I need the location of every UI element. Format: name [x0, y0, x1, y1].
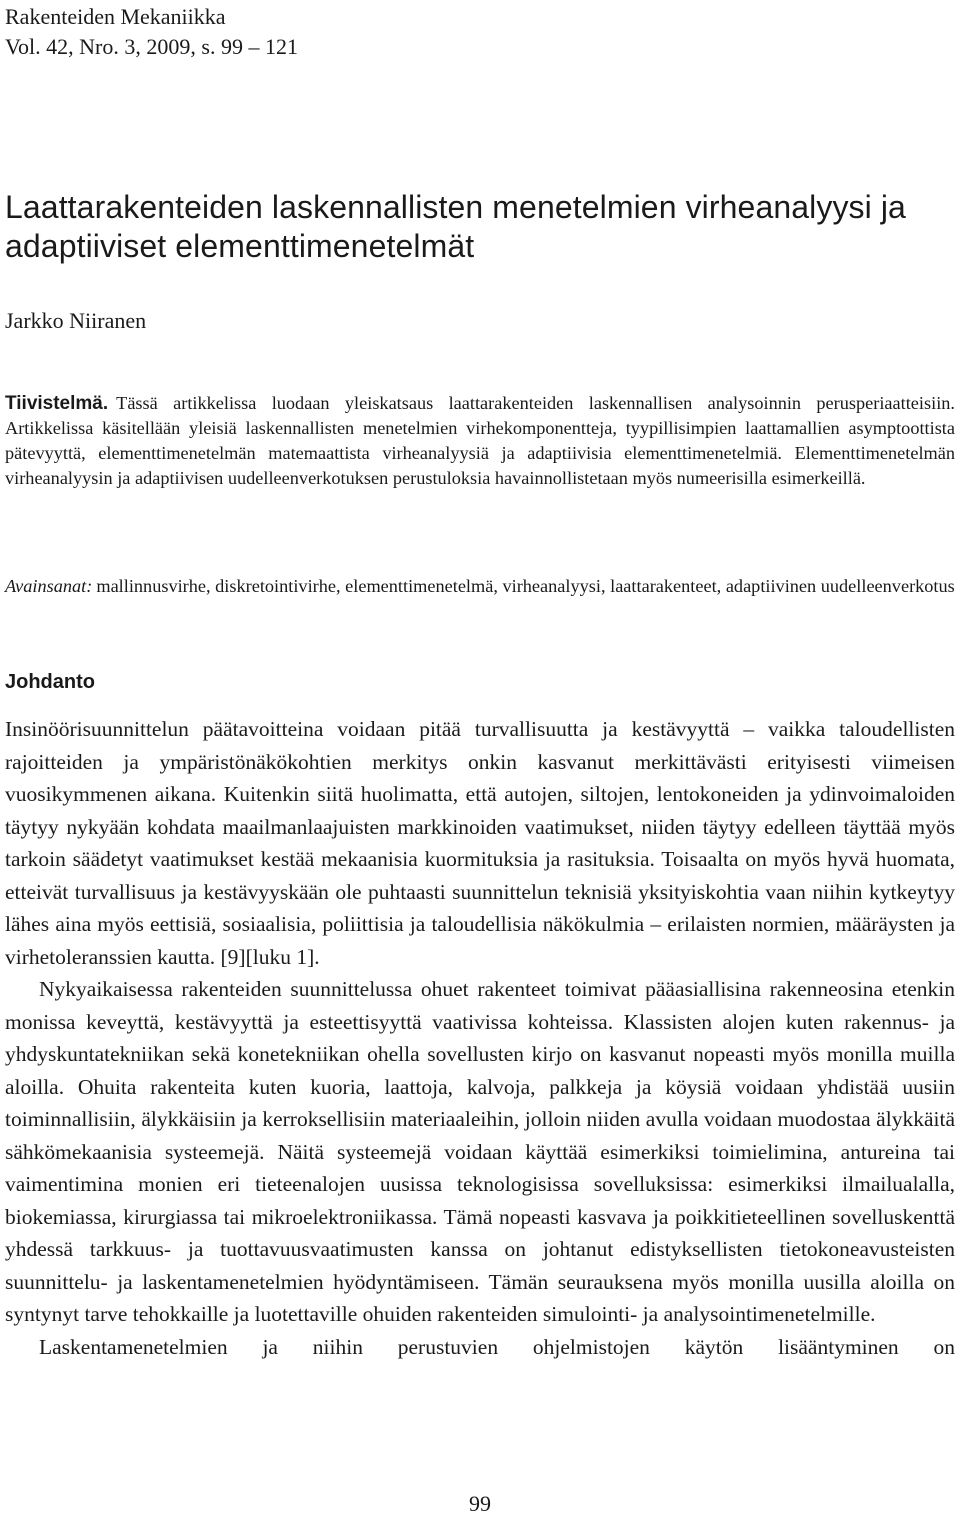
- keywords: [5, 571, 955, 602]
- keywords-label: Avainsanat:: [5, 576, 93, 596]
- journal-header: [5, 2, 298, 62]
- body-paragraph: Insinöörisuunnittelun päätavoitteina voidaan pitää turvallisuutta ja kestävyyttä – vaikka taloudellisten rajoitteiden ja ympäristönäkökohtien merkitys onkin kasvanut merkittävästi erityisesti viimeisen vuosikymmenen aikana. Kuitenkin siitä huolimatta, että autojen, siltojen, lentokoneiden ja ydinvoimaloiden täytyy nykyään kohdata maailmanlaajuisten markkinoiden vaatimukset, niiden täytyy edelleen täyttää myös tarkoin säädetyt vaatimukset kestää mekaanisia kuormituksia ja rasituksia. Toisaalta on myös hyvä huomata, etteivät turvallisuus ja kestävyyskään ole puhtaasti suunnittelun teknisiä yksityiskohtia vaan niihin kytkeytyy lähes aina myös eettisiä, sosiaalisia, poliittisia ja taloudellisia näkökulmia – erilaisten normien, määräysten ja virhetoleranssien kautta. [9][luku 1].: [5, 717, 955, 969]
- abstract-text: Tässä artikkelissa luodaan yleiskatsaus laattarakenteiden laskennallisen analysoinnin perusperiaatteisiin. Artikkelissa käsitellään yleisiä laskennallisten menetelmien virhekomponentteja, tyypillisimpien laattamallien asymptoottista pätevyyttä, elementtimenetelmän matemaattista virheanalyysiä ja adaptiivisia elementtimenetelmiä. Elementtimenetelmän virheanalyysin ja adaptiivisen uudelleenverkotuksen perustuloksia havainnollistetaan myös numeerisilla esimerkeillä.: [5, 393, 955, 488]
- journal-name: Rakenteiden Mekaniikka: [5, 4, 226, 29]
- journal-volume: Vol. 42, Nro. 3, 2009, s. 99 – 121: [5, 34, 298, 59]
- abstract: [5, 391, 955, 491]
- section-body: [5, 713, 955, 1363]
- page-number: 99: [469, 1491, 491, 1516]
- abstract-heading: Tiivistelmä.: [5, 393, 109, 414]
- keywords-text: mallinnusvirhe, diskretointivirhe, elementtimenetelmä, virheanalyysi, laattarakenteet, adaptiivinen uudelleenverkotus: [96, 576, 955, 596]
- body-paragraph: Laskentamenetelmien ja niihin perustuvien ohjelmistojen käytön lisääntyminen on: [39, 1334, 955, 1359]
- section-heading: Johdanto: [5, 671, 95, 693]
- paper-title: Laattarakenteiden laskennallisten menetelmien virheanalyysi ja adaptiiviset elementtimenetelmät: [5, 189, 906, 264]
- author-name: Jarkko Niiranen: [5, 308, 147, 333]
- body-paragraph: Nykyaikaisessa rakenteiden suunnittelussa ohuet rakenteet toimivat pääasiallisina rakenneosina etenkin monissa keveyttä, kestävyyttä ja esteettisyyttä vaativissa kohteissa. Klassisten alojen kuten rakennus- ja yhdyskuntatekniikan sekä konetekniikan ohella sovellusten kirjo on kasvanut nopeasti myös monilla muilla aloilla. Ohuita rakenteita kuten kuoria, laattoja, kalvoja, palkkeja ja köysiä voidaan yhdistää uusiin toiminnallisiin, älykkäisiin ja kerroksellisiin materiaaleihin, jolloin niiden avulla voidaan muodostaa älykkäitä sähkömekaanisia systeemejä. Näitä systeemejä voidaan käyttää esimerkiksi toimielimina, antureina tai vaimentimina monien eri tieteenalojen uusissa teknologisissa sovelluksissa: esimerkiksi ilmailualalla, biokemiassa, kirurgiassa tai mikroelektroniikassa. Tämä nopeasti kasvava ja poikkitieteellinen sovelluskenttä yhdessä tarkkuus- ja tuottavuusvaatimusten kanssa on johtanut edistyksellisten tietokoneavusteisten suunnittelu- ja laskentamenetelmien hyödyntämiseen. Tämän seurauksena myös monilla uusilla aloilla on syntynyt tarve tehokkaille ja luotettaville ohuiden rakenteiden simulointi- ja analysointimenetelmille.: [5, 977, 955, 1326]
